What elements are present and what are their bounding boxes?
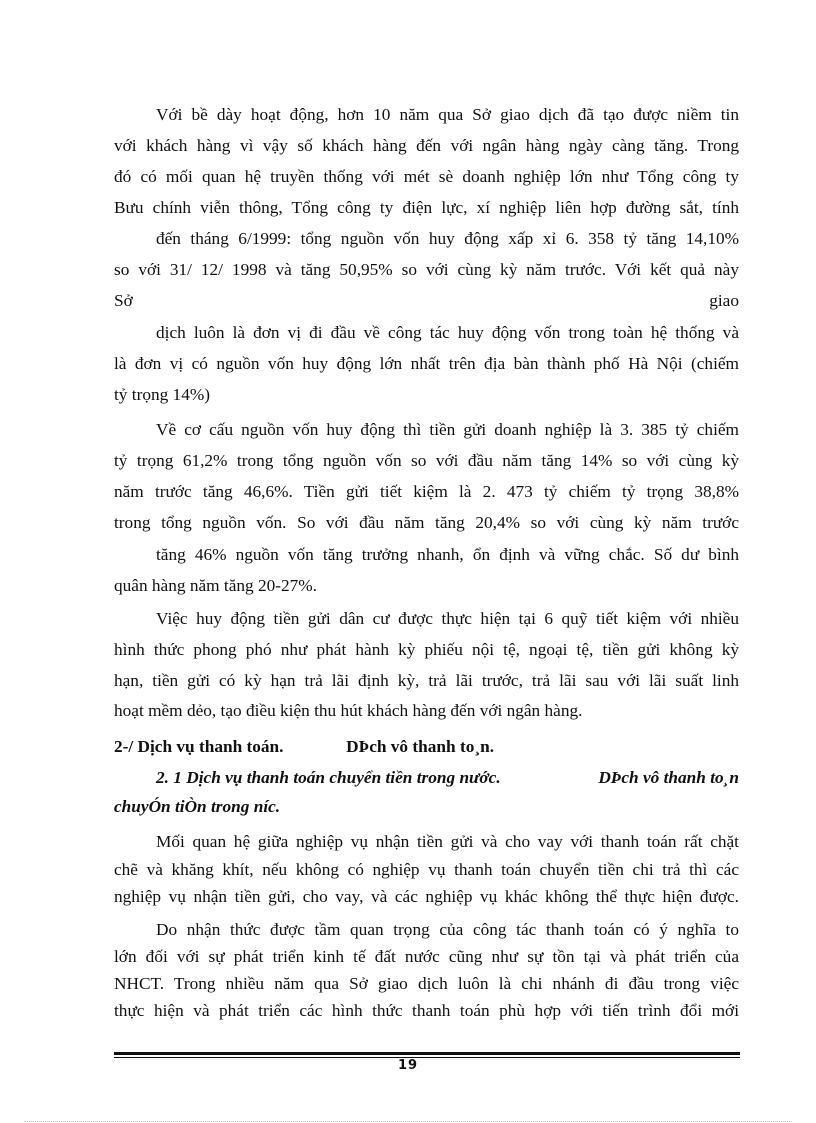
paragraph-line: tỷ trọng 61,2% trong tổng nguồn vốn so với đầu năm tăng 14% so với cùng kỳ	[114, 451, 739, 470]
paragraph-line: so với 31/ 12/ 1998 và tăng 50,95% so với cùng kỳ năm trước. Với kết quả này	[114, 260, 739, 279]
footer-rule	[114, 1052, 740, 1055]
paragraph-line: NHCT. Trong nhiều năm qua Sở giao dịch luôn là chi nhánh đi đầu trong việc	[114, 974, 739, 993]
paragraph-line: Do nhận thức được tầm quan trọng của công tác thanh toán có ý nghĩa to	[156, 920, 739, 939]
paragraph-line: là đơn vị có nguồn vốn huy động lớn nhất trên địa bàn thành phố Hà Nội (chiếm	[114, 354, 739, 373]
subsection-heading-garbled: DÞch vô thanh to¸n	[598, 768, 739, 787]
paragraph-line: thực hiện và phát triển các hình thức thanh toán phù hợp với tiến trình đổi mới	[114, 1001, 739, 1020]
paragraph-line: Việc huy động tiền gửi dân cư được thực hiện tại 6 quỹ tiết kiệm với nhiều	[156, 609, 739, 628]
page-number: 19	[397, 1058, 419, 1073]
paragraph-line: hạn, tiền gửi có kỳ hạn trả lãi định kỳ, trả lãi trước, trả lãi sau với lãi suất linh	[114, 671, 739, 690]
split-line	[114, 289, 739, 313]
paragraph-line: quân hàng năm tăng 20-27%.	[114, 576, 318, 595]
paragraph-line: hình thức phong phó như phát hành kỳ phiếu nội tệ, ngoại tệ, tiền gửi không kỳ	[114, 640, 739, 659]
paragraph-line: Mối quan hệ giữa nghiệp vụ nhận tiền gửi và cho vay với thanh toán rất chặt	[156, 832, 739, 851]
paragraph-line: đến tháng 6/1999: tổng nguồn vốn huy động xấp xỉ 6. 358 tỷ tăng 14,10%	[156, 229, 739, 248]
paragraph-line: hoạt mềm dẻo, tạo điều kiện thu hút khách hàng đến với ngân hàng.	[114, 701, 583, 720]
paragraph-line: năm trước tăng 46,6%. Tiền gửi tiết kiệm là 2. 473 tỷ chiếm tỷ trọng 38,8%	[114, 482, 739, 501]
section-heading	[114, 735, 739, 759]
paragraph-line: Bưu chính viễn thông, Tổng công ty điện lực, xí nghiệp liên hợp đường sắt, tính	[114, 198, 739, 217]
subsection-heading-text: 2. 1 Dịch vụ thanh toán chuyển tiền trong nước.	[156, 768, 501, 787]
paragraph-line: chẽ và khăng khít, nếu không có nghiệp vụ thanh toán chuyển tiền chi trả thì các	[114, 860, 739, 879]
paragraph-line: nghiệp vụ nhận tiền gửi, cho vay, và các nghiệp vụ khác không thể thực hiện được.	[114, 887, 739, 906]
paragraph-line: lớn đối với sự phát triển kinh tế đất nước cũng như sự tồn tại và phát triển của	[114, 947, 739, 966]
subsection-heading	[156, 766, 739, 790]
subsection-heading-continued: chuyÓn tiÒn trong níc.	[114, 797, 281, 816]
paragraph-line: Với bề dày hoạt động, hơn 10 năm qua Sở giao dịch đã tạo được niềm tin	[156, 105, 739, 124]
section-heading-text: 2-/ Dịch vụ thanh toán.	[114, 737, 284, 756]
paragraph-line: đó có mối quan hệ truyền thống với mét sè doanh nghiệp lớn như Tổng công ty	[114, 167, 739, 186]
split-left-text: Sở	[114, 291, 133, 310]
section-heading-garbled: DÞch vô thanh to¸n.	[346, 737, 495, 756]
paragraph-line: Về cơ cấu nguồn vốn huy động thì tiền gửi doanh nghiệp là 3. 385 tỷ chiếm	[156, 420, 739, 439]
paragraph-line: trong tổng nguồn vốn. So với đầu năm tăng 20,4% so với cùng kỳ năm trước	[114, 513, 739, 532]
split-right-text: giao	[709, 291, 739, 310]
paragraph-line: dịch luôn là đơn vị đi đầu về công tác huy động vốn trong toàn hệ thống và	[156, 323, 739, 342]
page-edge-divider	[24, 1121, 792, 1122]
paragraph-line: tăng 46% nguồn vốn tăng trưởng nhanh, ổn định và vững chắc. Số dư bình	[156, 545, 739, 564]
paragraph-line: với khách hàng vì vậy số khách hàng đến với ngân hàng ngày càng tăng. Trong	[114, 136, 739, 155]
paragraph-line: tỷ trọng 14%)	[114, 385, 210, 404]
